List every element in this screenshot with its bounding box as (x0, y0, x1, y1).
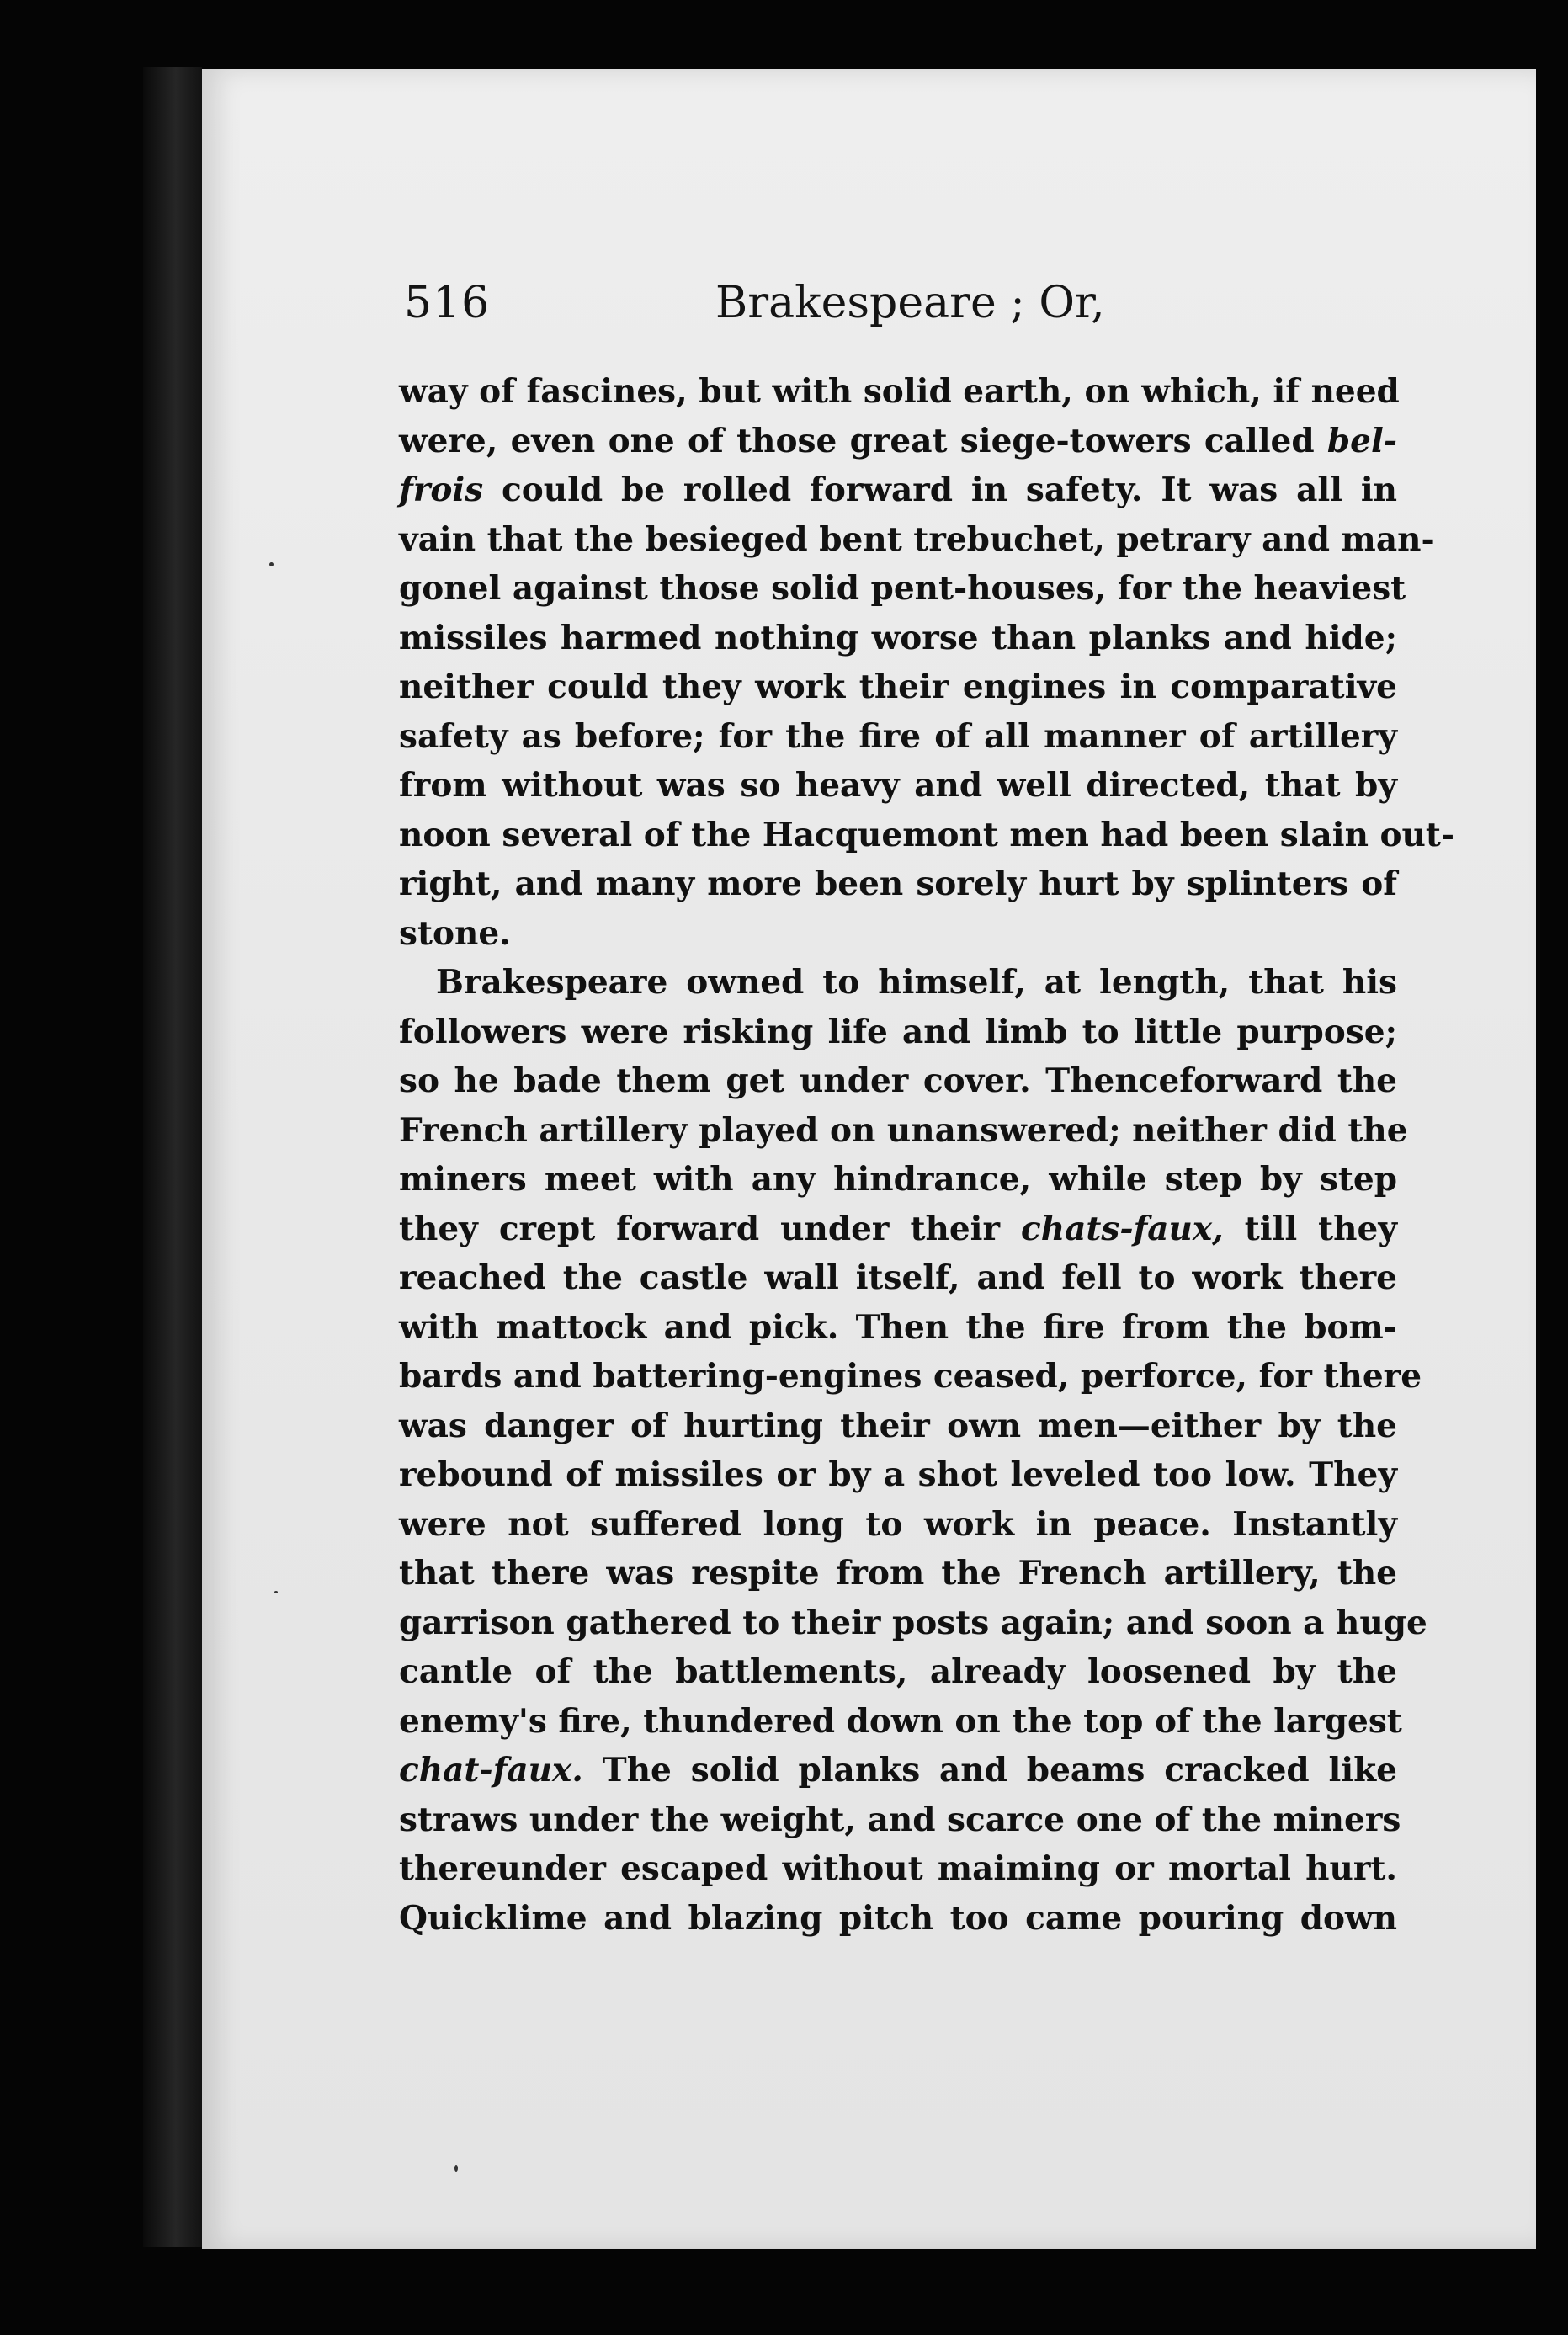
ink-speck (269, 562, 274, 566)
text-line (399, 1402, 1397, 1451)
book-binding-shadow (143, 67, 202, 2247)
text-line (399, 811, 1455, 860)
text-segment: miners meet with any hindrance, while step by step (399, 1160, 1397, 1199)
text-line (399, 1253, 1397, 1303)
text-segment: safety as before; for the fire of all manner of artillery (399, 716, 1397, 756)
italic-term: chat-faux. (399, 1751, 583, 1790)
text-line (399, 1844, 1397, 1894)
italic-term: chats-faux, (1020, 1209, 1224, 1248)
text-line (399, 1106, 1408, 1156)
running-head (404, 278, 1397, 354)
text-line (399, 761, 1397, 811)
text-line (399, 958, 1397, 1008)
text-segment: rebound of missiles or by a shot leveled too low. They (399, 1455, 1397, 1494)
text-segment: way of fascines, but with solid earth, on which, if need (399, 372, 1400, 411)
text-segment: that there was respite from the French artillery, the (399, 1554, 1397, 1593)
text-line (399, 1352, 1422, 1402)
text-segment: from without was so heavy and well directed, that by (399, 766, 1397, 805)
body-text (399, 367, 1455, 1943)
text-segment: reached the castle wall itself, and fell to work there (399, 1258, 1397, 1297)
text-line (399, 1549, 1397, 1598)
page-title: Brakespeare ; Or, (715, 278, 1105, 328)
text-line (399, 1056, 1397, 1106)
text-line (399, 465, 1397, 515)
text-line (399, 417, 1397, 466)
text-segment: right, and many more been sorely hurt by splinters of (399, 864, 1397, 903)
text-segment: noon several of the Hacquemont men had been slain out- (399, 815, 1455, 854)
text-segment: missiles harmed nothing worse than planks and hide; (399, 618, 1397, 657)
text-segment: neither could they work their engines in comparative (399, 668, 1397, 706)
text-segment: French artillery played on unanswered; neither did the (399, 1110, 1408, 1150)
text-segment: straws under the weight, and scarce one of the miners (399, 1800, 1401, 1839)
text-line (399, 1500, 1397, 1550)
text-segment: thereunder escaped without maiming or mortal hurt. (399, 1849, 1397, 1888)
text-segment: enemy's fire, thundered down on the top of the largest (399, 1701, 1402, 1741)
ink-speck (274, 1591, 278, 1593)
text-segment: they crept forward under their (399, 1209, 1021, 1248)
text-line (399, 909, 1397, 959)
text-segment: till they (1223, 1209, 1397, 1248)
text-segment: gonel against those solid pent-houses, for the heaviest (399, 569, 1406, 608)
text-line (399, 1303, 1397, 1353)
text-line (399, 1746, 1397, 1795)
text-segment: with mattock and pick. Then the fire from the bom- (399, 1307, 1397, 1347)
text-segment: cantle of the battlements, already loosened by the (399, 1652, 1397, 1691)
text-segment: bards and battering-engines ceased, perforce, for there (399, 1357, 1422, 1396)
text-line (399, 614, 1397, 663)
text-line (399, 1647, 1397, 1697)
text-line (399, 1598, 1427, 1648)
text-segment: followers were risking life and limb to little purpose; (399, 1012, 1397, 1051)
text-line (399, 367, 1400, 417)
text-segment: stone. (399, 913, 511, 953)
text-line (399, 1697, 1402, 1747)
text-line (399, 1205, 1397, 1254)
text-segment: could be rolled forward in safety. It was all in (483, 471, 1397, 509)
text-line (399, 515, 1435, 565)
text-line (399, 564, 1406, 614)
text-line (399, 1795, 1401, 1845)
text-line (399, 1894, 1397, 1944)
text-line (399, 712, 1397, 762)
text-line (399, 1155, 1397, 1205)
ink-speck (454, 2165, 458, 2172)
text-segment: vain that the besieged bent trebuchet, petrary and man- (399, 519, 1435, 559)
text-segment: The solid planks and beams cracked like (582, 1751, 1397, 1790)
text-segment: were, even one of those great siege-towers called (399, 421, 1327, 460)
text-segment: so he bade them get under cover. Thenceforward the (399, 1061, 1397, 1100)
italic-term: bel- (1326, 421, 1397, 460)
text-line (399, 662, 1397, 712)
text-segment: was danger of hurting their own men—either by the (399, 1406, 1397, 1445)
text-line (399, 1450, 1397, 1500)
text-line (399, 859, 1397, 909)
italic-term: frois (399, 471, 484, 509)
text-segment: Quicklime and blazing pitch too came pouring down (399, 1898, 1397, 1938)
text-segment: Brakespeare owned to himself, at length, that his (436, 963, 1397, 1002)
text-segment: were not suffered long to work in peace. Instantly (399, 1504, 1397, 1544)
page-number: 516 (404, 278, 491, 328)
text-segment: garrison gathered to their posts again; and soon a huge (399, 1603, 1427, 1642)
text-line (399, 1008, 1397, 1057)
